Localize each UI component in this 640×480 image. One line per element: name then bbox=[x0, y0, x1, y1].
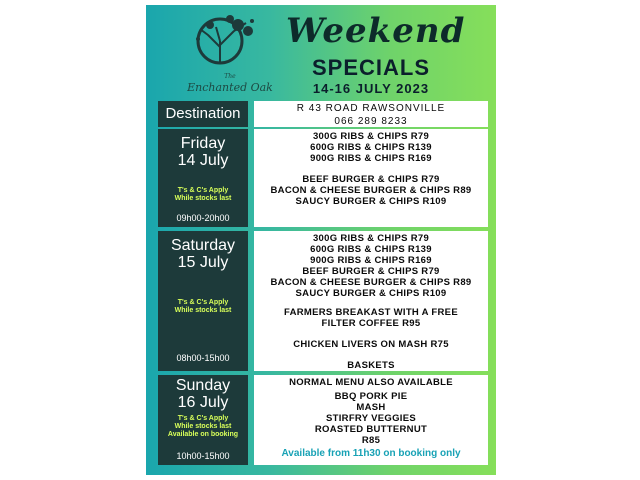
saturday-items bbox=[254, 231, 488, 371]
destination-label-box bbox=[158, 101, 248, 127]
brand-text: Enchanted Oak bbox=[187, 81, 273, 94]
menu-item: FARMERS BREAKAST WITH A FREE bbox=[284, 307, 458, 318]
sunday-day bbox=[158, 375, 248, 411]
friday-tc2: While stocks last bbox=[174, 195, 232, 202]
menu-item: 300G RIBS & CHIPS R79 bbox=[312, 233, 430, 244]
menu-item: BACON & CHEESE BURGER & CHIPS R89 bbox=[270, 185, 472, 196]
saturday-date: 15 July bbox=[177, 254, 229, 271]
friday-hours: 09h00-20h00 bbox=[176, 213, 230, 223]
address-line: R 43 ROAD RAWSONVILLE bbox=[296, 103, 446, 114]
sunday-panel bbox=[158, 375, 248, 465]
enchanted-oak-logo bbox=[182, 11, 272, 97]
destination-label: Destination bbox=[165, 105, 241, 122]
menu-item: 600G RIBS & CHIPS R139 bbox=[310, 142, 432, 153]
friday-date: 14 July bbox=[177, 152, 229, 169]
saturday-tc1: T's & C's Apply bbox=[177, 299, 229, 306]
oak-tree-icon bbox=[190, 11, 260, 69]
title-weekend: Weekend bbox=[286, 11, 466, 51]
menu-item: MASH bbox=[356, 402, 386, 413]
menu-item: R85 bbox=[361, 435, 381, 446]
menu-item: BEEF BURGER & CHIPS R79 bbox=[302, 174, 440, 185]
menu-item: SAUCY BURGER & CHIPS R109 bbox=[295, 196, 447, 207]
friday-day-name: Friday bbox=[180, 135, 226, 152]
sunday-date: 16 July bbox=[177, 394, 229, 411]
friday-terms bbox=[158, 187, 248, 203]
friday-items bbox=[254, 129, 488, 207]
menu-item: CHICKEN LIVERS ON MASH R75 bbox=[293, 339, 449, 350]
destination-address-box bbox=[254, 101, 488, 127]
saturday-menu bbox=[254, 231, 488, 371]
sunday-day-name: Sunday bbox=[175, 377, 231, 394]
sunday-items bbox=[254, 375, 488, 446]
menu-item: ROASTED BUTTERNUT bbox=[314, 424, 428, 435]
saturday-tc2: While stocks last bbox=[174, 307, 232, 314]
menu-item: BACON & CHEESE BURGER & CHIPS R89 bbox=[270, 277, 472, 288]
title-specials: SPECIALS bbox=[311, 55, 431, 80]
menu-item: BASKETS bbox=[347, 360, 395, 371]
friday-menu bbox=[254, 129, 488, 227]
menu-item: BBQ PORK PIE bbox=[334, 391, 408, 402]
saturday-panel bbox=[158, 231, 248, 371]
sunday-hours: 10h00-15h00 bbox=[176, 451, 230, 461]
menu-item: NORMAL MENU ALSO AVAILABLE bbox=[289, 377, 453, 388]
sunday-tc2: While stocks last bbox=[174, 423, 232, 430]
menu-item: 600G RIBS & CHIPS R139 bbox=[310, 244, 432, 255]
menu-item: SAUCY BURGER & CHIPS R109 bbox=[295, 288, 447, 299]
saturday-hours: 08h00-15h00 bbox=[176, 353, 230, 363]
friday-tc1: T's & C's Apply bbox=[177, 187, 229, 194]
menu-item: FILTER COFFEE R95 bbox=[321, 318, 421, 329]
menu-item: STIRFRY VEGGIES bbox=[325, 413, 417, 424]
sunday-tc3: Available on booking bbox=[167, 431, 239, 438]
sunday-terms bbox=[158, 415, 248, 439]
menu-item: 900G RIBS & CHIPS R169 bbox=[310, 153, 432, 164]
booking-availability: Available from 11h30 on booking only bbox=[281, 448, 461, 459]
sunday-menu bbox=[254, 375, 488, 465]
phone-line: 066 289 8233 bbox=[334, 116, 408, 127]
specials-poster bbox=[146, 5, 496, 475]
sunday-tc1: T's & C's Apply bbox=[177, 415, 229, 422]
menu-item: BEEF BURGER & CHIPS R79 bbox=[302, 266, 440, 277]
event-dates: 14-16 JULY 2023 bbox=[312, 81, 430, 96]
menu-item: 900G RIBS & CHIPS R169 bbox=[310, 255, 432, 266]
menu-item: 300G RIBS & CHIPS R79 bbox=[312, 131, 430, 142]
brand-name bbox=[182, 71, 278, 93]
brand-small: The bbox=[224, 73, 236, 80]
saturday-terms bbox=[158, 299, 248, 315]
saturday-day bbox=[158, 231, 248, 271]
friday-panel bbox=[158, 129, 248, 227]
saturday-day-name: Saturday bbox=[170, 237, 236, 254]
friday-day bbox=[158, 129, 248, 169]
